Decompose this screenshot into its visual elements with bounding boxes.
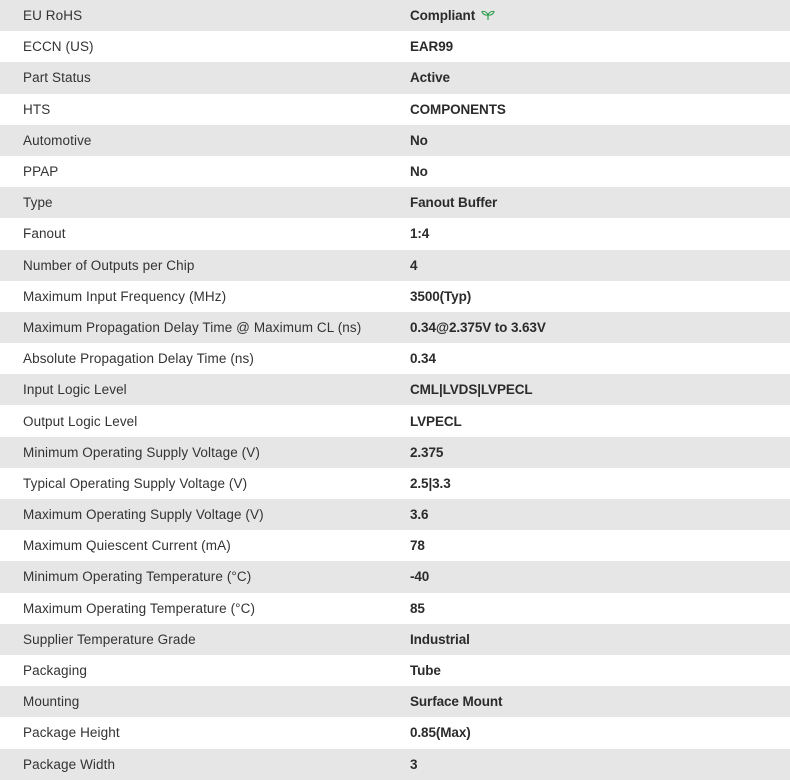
spec-value: -40	[410, 569, 430, 585]
spec-value: Tube	[410, 663, 441, 679]
spec-value: 2.5|3.3	[410, 475, 451, 491]
spec-label: PPAP	[23, 164, 59, 180]
spec-label: Package Width	[23, 756, 116, 772]
spec-row-eu-rohs	[0, 0, 790, 31]
spec-value: 1:4	[410, 226, 430, 242]
spec-value: Fanout Buffer	[410, 195, 498, 211]
spec-label: Supplier Temperature Grade	[23, 631, 196, 647]
spec-row-automotive	[0, 125, 790, 156]
spec-label: ECCN (US)	[23, 39, 94, 55]
spec-label: Package Height	[23, 725, 120, 741]
spec-row-max-operating-temperature	[0, 593, 790, 624]
spec-value: 0.85(Max)	[410, 725, 471, 741]
spec-label: Absolute Propagation Delay Time (ns)	[23, 351, 254, 367]
spec-row-package-height	[0, 717, 790, 748]
spec-row-input-logic-level	[0, 374, 790, 405]
spec-value: 85	[410, 600, 425, 616]
spec-label: Automotive	[23, 132, 92, 148]
spec-value: No	[410, 164, 428, 180]
spec-value: 3.6	[410, 507, 429, 523]
spec-value: LVPECL	[410, 413, 462, 429]
spec-label: Maximum Propagation Delay Time @ Maximum CL (ns)	[23, 319, 362, 335]
spec-label: EU RoHS	[23, 8, 83, 24]
spec-label: Minimum Operating Supply Voltage (V)	[23, 444, 260, 460]
spec-row-typ-supply-voltage	[0, 468, 790, 499]
spec-value: Compliant	[410, 8, 476, 24]
spec-value: 78	[410, 538, 425, 554]
spec-label: Part Status	[23, 70, 91, 86]
spec-label: Mounting	[23, 694, 80, 710]
spec-value: 3	[410, 756, 418, 772]
spec-row-part-status	[0, 62, 790, 93]
spec-row-package-width	[0, 749, 790, 780]
spec-value: No	[410, 132, 428, 148]
leaf-icon	[481, 9, 495, 21]
spec-value: Surface Mount	[410, 694, 503, 710]
spec-label: Typical Operating Supply Voltage (V)	[23, 475, 248, 491]
spec-value-cell	[410, 0, 790, 31]
spec-row-min-operating-temperature	[0, 561, 790, 592]
spec-row-packaging	[0, 655, 790, 686]
spec-label: Fanout	[23, 226, 66, 242]
spec-label: Maximum Operating Temperature (°C)	[23, 600, 256, 616]
spec-row-absolute-propagation-delay	[0, 343, 790, 374]
spec-row-eccn	[0, 31, 790, 62]
spec-value: Active	[410, 70, 450, 86]
spec-label: Packaging	[23, 663, 87, 679]
spec-value: 0.34@2.375V to 3.63V	[410, 319, 546, 335]
spec-value: COMPONENTS	[410, 101, 506, 117]
spec-value: 2.375	[410, 444, 444, 460]
spec-row-output-logic-level	[0, 405, 790, 436]
spec-value: CML|LVDS|LVPECL	[410, 382, 533, 398]
spec-value: 0.34	[410, 351, 436, 367]
spec-label: Type	[23, 195, 53, 211]
spec-label: Input Logic Level	[23, 382, 127, 398]
spec-label: Output Logic Level	[23, 413, 138, 429]
spec-row-max-supply-voltage	[0, 499, 790, 530]
spec-row-max-input-frequency	[0, 281, 790, 312]
spec-row-max-quiescent-current	[0, 530, 790, 561]
spec-label: HTS	[23, 101, 51, 117]
spec-row-type	[0, 187, 790, 218]
spec-label: Maximum Quiescent Current (mA)	[23, 538, 231, 554]
spec-value: 3500(Typ)	[410, 288, 472, 304]
spec-row-hts	[0, 94, 790, 125]
spec-value: Industrial	[410, 631, 470, 647]
spec-row-temperature-grade	[0, 624, 790, 655]
spec-row-ppap	[0, 156, 790, 187]
spec-row-outputs-per-chip	[0, 250, 790, 281]
spec-row-max-propagation-delay	[0, 312, 790, 343]
spec-label: Minimum Operating Temperature (°C)	[23, 569, 252, 585]
spec-row-min-supply-voltage	[0, 437, 790, 468]
spec-label: Maximum Input Frequency (MHz)	[23, 288, 227, 304]
spec-row-mounting	[0, 686, 790, 717]
spec-row-fanout	[0, 218, 790, 249]
spec-value: EAR99	[410, 39, 454, 55]
spec-label: Number of Outputs per Chip	[23, 257, 195, 273]
spec-value: 4	[410, 257, 418, 273]
spec-label: Maximum Operating Supply Voltage (V)	[23, 507, 264, 523]
